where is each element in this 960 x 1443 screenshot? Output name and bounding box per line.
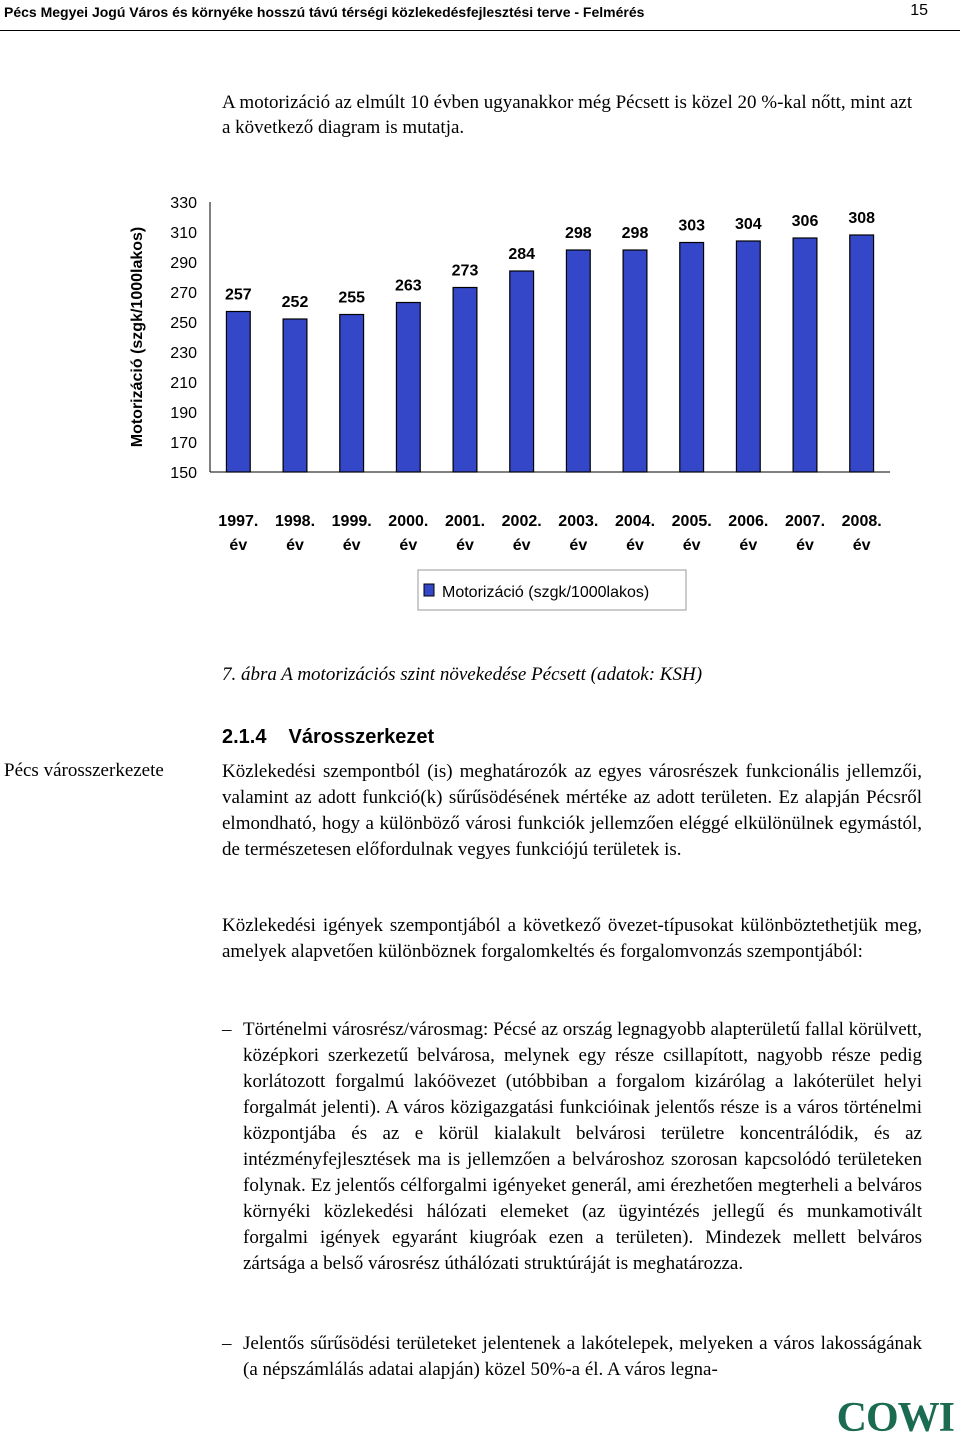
x-tick-label: 1997. xyxy=(218,513,259,530)
bar xyxy=(793,238,817,472)
x-tick-label: év xyxy=(456,537,474,554)
legend-label: Motorizáció (szgk/1000lakos) xyxy=(442,584,650,601)
x-tick-label: 1998. xyxy=(274,513,316,530)
cowi-logo: COWI xyxy=(836,1395,954,1441)
y-axis-title: Motorizáció (szgk/1000lakos) xyxy=(129,226,146,448)
bar-value-label: 298 xyxy=(621,225,649,242)
paragraph-1: Közlekedési szempontból (is) meghatározók az egyes városrészek funkcionális jellemzői, valamint az adott funkció(k) sűrűsödésének mértéke az adott területen. Ez alapján Pécsről elmondható, hogy a különböző városi funkciók jellemzően eléggé elkülönülnek egymástól, de természetesen előfordulnak vegyes funkciójú területek is. xyxy=(222,761,922,860)
bar xyxy=(850,235,874,472)
y-tick-label: 270 xyxy=(170,285,197,302)
y-tick-label: 230 xyxy=(170,345,197,362)
x-tick-label: év xyxy=(569,537,588,554)
bar xyxy=(623,250,647,472)
header-rule xyxy=(0,30,960,31)
page-number: 15 xyxy=(910,2,928,19)
bar xyxy=(226,312,250,473)
x-tick-label: év xyxy=(342,537,361,554)
x-tick-label: 1999. xyxy=(331,513,372,530)
y-tick-label: 190 xyxy=(170,405,197,422)
bar-value-label: 257 xyxy=(224,286,252,304)
x-tick-label: év xyxy=(739,537,758,554)
bar-value-label: 255 xyxy=(338,289,366,307)
y-tick-label: 250 xyxy=(170,315,197,332)
bar xyxy=(680,243,704,473)
legend-swatch xyxy=(424,584,434,596)
y-tick-label: 210 xyxy=(170,375,197,392)
section-number: 2.1.4 xyxy=(222,726,267,748)
figure-caption: 7. ábra A motorizációs szint növekedése Pécsett (adatok: KSH) xyxy=(222,664,703,685)
bar xyxy=(340,315,364,473)
bar-value-label: 263 xyxy=(394,277,422,295)
x-tick-label: év xyxy=(796,537,814,554)
bullet-dash: – xyxy=(222,1019,232,1040)
y-tick-label: 150 xyxy=(170,465,197,482)
bar-value-label: 306 xyxy=(791,213,819,230)
bar-value-label: 303 xyxy=(678,217,706,235)
bar-value-label: 284 xyxy=(508,246,536,263)
bullet-dash: – xyxy=(222,1333,232,1354)
x-tick-label: év xyxy=(286,537,304,554)
bullet-item xyxy=(222,1331,922,1383)
x-tick-label: év xyxy=(626,537,644,554)
y-tick-label: 310 xyxy=(170,225,197,242)
bar xyxy=(736,241,760,472)
x-tick-label: év xyxy=(512,537,531,554)
bar-value-label: 308 xyxy=(848,210,876,227)
x-tick-label: 2001. xyxy=(444,513,486,530)
bar xyxy=(566,250,590,472)
bar xyxy=(283,319,307,472)
x-tick-label: 2007. xyxy=(784,513,826,530)
x-tick-label: 2006. xyxy=(728,513,769,530)
x-tick-label: 2005. xyxy=(671,513,712,530)
motorization-chart xyxy=(0,185,960,645)
x-tick-label: 2000. xyxy=(388,513,429,530)
y-tick-label: 330 xyxy=(170,195,197,212)
bullet-text: Jelentős sűrűsödési területeket jelentenek a lakótelepek, melyeken a város lakosságának (a népszámlálás adatai alapján) közel 50%-a él. A város legna- xyxy=(243,1333,922,1380)
x-tick-label: év xyxy=(682,537,701,554)
bullet-text: Történelmi városrész/városmag: Pécsé az ország legnagyobb alapterületű fallal körülvett, középkori szerkezetű belvárosa, melynek egy része csillapított, nagyobb része pedig korlátozott forgalmú lakóövezet (utóbbiban a forgalom kizárólag a lakóterület helyi forgalmát jelenti). A város közigazgatási funkcióinak jelentős része is a város történelmi központjába és az e körül kialakult belvárosi területre koncentrálódik, és az intézményfejlesztések ma is jellemzően a belvároshoz szorosan kapcsolódó területeken folynak. Ez jelentős célforgalmi igényeket generál, ami érezhetően megterheli a belváros környéki közlekedési hálózati elemeket (az ügyintézés jellegű és munkamotivált forgalmi igények egyaránt kiugróak ezen a területen). Mindezek mellett belváros zártsága a belső városrész úthálózati struktúráját is meghatározza. xyxy=(243,1019,922,1274)
bullet-item xyxy=(222,1017,922,1277)
document-header-title: Pécs Megyei Jogú Város és környéke hosszú távú térségi közlekedésfejlesztési terve - Felmérés xyxy=(4,4,645,20)
bar-value-label: 298 xyxy=(564,225,592,242)
x-tick-label: év xyxy=(852,537,871,554)
x-tick-label: év xyxy=(229,537,248,554)
bar-value-label: 273 xyxy=(451,262,479,280)
x-tick-label: 2003. xyxy=(558,513,599,530)
bar-value-label: 304 xyxy=(734,216,762,233)
bar xyxy=(510,271,534,472)
x-tick-label: év xyxy=(399,537,418,554)
x-tick-label: 2004. xyxy=(614,513,656,530)
bar xyxy=(453,288,477,473)
section-title: Városszerkezet xyxy=(288,726,435,748)
intro-paragraph: A motorizáció az elmúlt 10 évben ugyanakkor még Pécsett is közel 20 %-kal nőtt, mint azt a következő diagram is mutatja. xyxy=(222,92,913,138)
x-tick-label: 2002. xyxy=(501,513,542,530)
section-heading xyxy=(222,726,434,749)
x-tick-label: 2008. xyxy=(841,513,882,530)
y-tick-label: 170 xyxy=(170,435,197,452)
margin-note: Pécs városszerkezete xyxy=(4,760,164,781)
bar xyxy=(396,303,420,473)
paragraph-2: Közlekedési igények szempontjából a következő övezet-típusokat különböztethetjük meg, amelyek alapvetően különböznek forgalomkeltés és forgalomvonzás szempontjából: xyxy=(222,915,922,962)
bar-value-label: 252 xyxy=(281,294,309,311)
y-tick-label: 290 xyxy=(170,255,197,272)
